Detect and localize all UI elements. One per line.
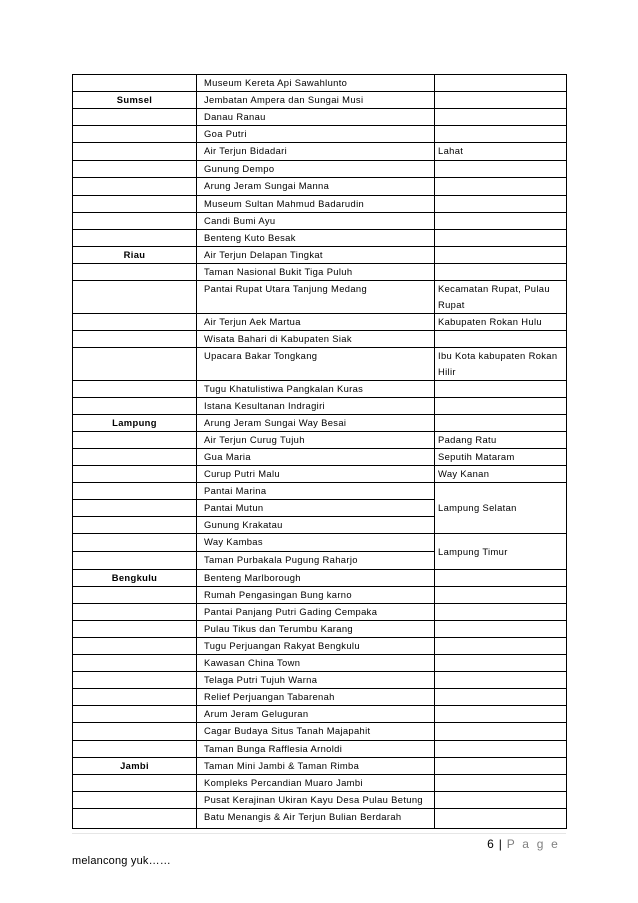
province-cell [73, 281, 197, 314]
table-row [73, 348, 567, 381]
table-row [73, 75, 567, 92]
table-row [73, 415, 567, 432]
attraction-cell: Telaga Putri Tujuh Warna [197, 672, 435, 689]
attraction-cell: Air Terjun Bidadari [197, 143, 435, 161]
table-row [73, 281, 567, 314]
table-row [73, 809, 567, 829]
province-cell: Lampung [73, 415, 197, 432]
province-cell [73, 109, 197, 126]
table-row [73, 689, 567, 706]
attraction-cell: Taman Mini Jambi & Taman Rimba [197, 758, 435, 775]
location-cell [435, 247, 567, 264]
table-row [73, 466, 567, 483]
province-cell [73, 809, 197, 829]
attraction-cell: Goa Putri [197, 126, 435, 143]
location-cell [435, 792, 567, 809]
attraction-cell: Arung Jeram Sungai Manna [197, 178, 435, 196]
province-cell [73, 587, 197, 604]
attraction-cell: Pantai Panjang Putri Gading Cempaka [197, 604, 435, 621]
attraction-cell: Pantai Marina [197, 483, 435, 500]
table-row [73, 213, 567, 230]
attractions-table [72, 74, 567, 829]
table-row [73, 587, 567, 604]
attraction-cell: Kompleks Percandian Muaro Jambi [197, 775, 435, 792]
location-cell: Kabupaten Rokan Hulu [435, 314, 567, 331]
table-row [73, 109, 567, 126]
table-row [73, 483, 567, 500]
table-row [73, 621, 567, 638]
attraction-cell: Gunung Krakatau [197, 517, 435, 534]
location-cell [435, 178, 567, 196]
province-cell [73, 741, 197, 758]
table-row [73, 126, 567, 143]
province-cell [73, 638, 197, 655]
attraction-cell: Museum Kereta Api Sawahlunto [197, 75, 435, 92]
province-cell [73, 178, 197, 196]
province-cell [73, 517, 197, 534]
province-cell [73, 500, 197, 517]
location-cell [435, 109, 567, 126]
location-cell [435, 230, 567, 247]
table-row [73, 398, 567, 415]
province-cell [73, 213, 197, 230]
location-cell [435, 689, 567, 706]
table-row [73, 143, 567, 161]
attraction-cell: Cagar Budaya Situs Tanah Majapahit [197, 723, 435, 741]
province-cell [73, 552, 197, 570]
attraction-cell: Benteng Marlborough [197, 570, 435, 587]
province-cell [73, 264, 197, 281]
table-row [73, 196, 567, 213]
province-cell [73, 604, 197, 621]
province-cell [73, 432, 197, 449]
province-cell [73, 672, 197, 689]
attraction-cell: Arung Jeram Sungai Way Besai [197, 415, 435, 432]
location-cell [435, 126, 567, 143]
location-cell [435, 741, 567, 758]
province-cell: Jambi [73, 758, 197, 775]
attraction-cell: Air Terjun Curug Tujuh [197, 432, 435, 449]
province-cell: Sumsel [73, 92, 197, 109]
table-row [73, 655, 567, 672]
province-cell [73, 655, 197, 672]
location-cell: Ibu Kota kabupaten Rokan Hilir [435, 348, 567, 381]
location-cell: Way Kanan [435, 466, 567, 483]
province-cell [73, 348, 197, 381]
attraction-cell: Benteng Kuto Besak [197, 230, 435, 247]
province-cell [73, 723, 197, 741]
location-cell [435, 723, 567, 741]
location-cell [435, 264, 567, 281]
footer-divider [72, 833, 566, 834]
attraction-cell: Batu Menangis & Air Terjun Bulian Berdarah [197, 809, 435, 829]
province-cell: Riau [73, 247, 197, 264]
province-cell [73, 706, 197, 723]
location-cell [435, 621, 567, 638]
table-row [73, 432, 567, 449]
attraction-cell: Gua Maria [197, 449, 435, 466]
location-cell: Lampung Selatan [435, 483, 567, 534]
attraction-cell: Jembatan Ampera dan Sungai Musi [197, 92, 435, 109]
location-cell [435, 415, 567, 432]
province-cell: Bengkulu [73, 570, 197, 587]
location-cell [435, 809, 567, 829]
location-cell [435, 161, 567, 178]
location-cell [435, 587, 567, 604]
table-row [73, 672, 567, 689]
location-cell: Lahat [435, 143, 567, 161]
location-cell: Padang Ratu [435, 432, 567, 449]
attraction-cell: Wisata Bahari di Kabupaten Siak [197, 331, 435, 348]
attraction-cell: Pusat Kerajinan Ukiran Kayu Desa Pulau Betung [197, 792, 435, 809]
table-row [73, 638, 567, 655]
attraction-cell: Relief Perjuangan Tabarenah [197, 689, 435, 706]
location-cell [435, 196, 567, 213]
table-row [73, 381, 567, 398]
attraction-cell: Taman Nasional Bukit Tiga Puluh [197, 264, 435, 281]
attraction-cell: Tugu Khatulistiwa Pangkalan Kuras [197, 381, 435, 398]
location-cell [435, 398, 567, 415]
province-cell [73, 449, 197, 466]
location-cell [435, 672, 567, 689]
location-cell [435, 331, 567, 348]
province-cell [73, 331, 197, 348]
table-row [73, 723, 567, 741]
location-cell [435, 775, 567, 792]
location-cell: Seputih Mataram [435, 449, 567, 466]
attraction-cell: Air Terjun Delapan Tingkat [197, 247, 435, 264]
province-cell [73, 196, 197, 213]
table-row [73, 314, 567, 331]
attraction-cell: Arum Jeram Geluguran [197, 706, 435, 723]
table-row [73, 741, 567, 758]
table-row [73, 775, 567, 792]
table-row [73, 706, 567, 723]
attraction-cell: Pantai Rupat Utara Tanjung Medang [197, 281, 435, 314]
table-row [73, 604, 567, 621]
attraction-cell: Danau Ranau [197, 109, 435, 126]
province-cell [73, 381, 197, 398]
province-cell [73, 126, 197, 143]
attraction-cell: Upacara Bakar Tongkang [197, 348, 435, 381]
location-cell: Kecamatan Rupat, Pulau Rupat [435, 281, 567, 314]
table-row [73, 792, 567, 809]
province-cell [73, 75, 197, 92]
attraction-cell: Taman Purbakala Pugung Raharjo [197, 552, 435, 570]
table-row [73, 449, 567, 466]
table-row [73, 534, 567, 552]
attraction-cell: Curup Putri Malu [197, 466, 435, 483]
attraction-cell: Candi Bumi Ayu [197, 213, 435, 230]
page-label: P a g e [506, 837, 560, 851]
location-cell [435, 570, 567, 587]
table-row [73, 247, 567, 264]
table-row [73, 331, 567, 348]
table-row [73, 230, 567, 247]
province-cell [73, 161, 197, 178]
location-cell [435, 75, 567, 92]
table-row [73, 92, 567, 109]
province-cell [73, 792, 197, 809]
page-number-value: 6 [487, 837, 495, 851]
province-cell [73, 230, 197, 247]
footer-text: melancong yuk…… [72, 855, 171, 867]
attraction-cell: Tugu Perjuangan Rakyat Bengkulu [197, 638, 435, 655]
province-cell [73, 689, 197, 706]
province-cell [73, 483, 197, 500]
attraction-cell: Kawasan China Town [197, 655, 435, 672]
attraction-cell: Way Kambas [197, 534, 435, 552]
location-cell [435, 758, 567, 775]
province-cell [73, 621, 197, 638]
location-cell [435, 604, 567, 621]
attraction-cell: Air Terjun Aek Martua [197, 314, 435, 331]
location-cell [435, 706, 567, 723]
province-cell [73, 398, 197, 415]
attraction-cell: Istana Kesultanan Indragiri [197, 398, 435, 415]
province-cell [73, 143, 197, 161]
table-row [73, 758, 567, 775]
table-row [73, 161, 567, 178]
province-cell [73, 534, 197, 552]
attraction-cell: Pulau Tikus dan Terumbu Karang [197, 621, 435, 638]
location-cell [435, 655, 567, 672]
location-cell [435, 381, 567, 398]
location-cell [435, 638, 567, 655]
attraction-cell: Museum Sultan Mahmud Badarudin [197, 196, 435, 213]
table-row [73, 570, 567, 587]
province-cell [73, 466, 197, 483]
table-row [73, 264, 567, 281]
page-number-separator: | [498, 837, 503, 851]
attraction-cell: Rumah Pengasingan Bung karno [197, 587, 435, 604]
location-cell [435, 213, 567, 230]
location-cell: Lampung Timur [435, 534, 567, 570]
province-cell [73, 775, 197, 792]
page-number [487, 837, 560, 851]
location-cell [435, 92, 567, 109]
attraction-cell: Taman Bunga Rafflesia Arnoldi [197, 741, 435, 758]
province-cell [73, 314, 197, 331]
table-row [73, 178, 567, 196]
attraction-cell: Pantai Mutun [197, 500, 435, 517]
attraction-cell: Gunung Dempo [197, 161, 435, 178]
